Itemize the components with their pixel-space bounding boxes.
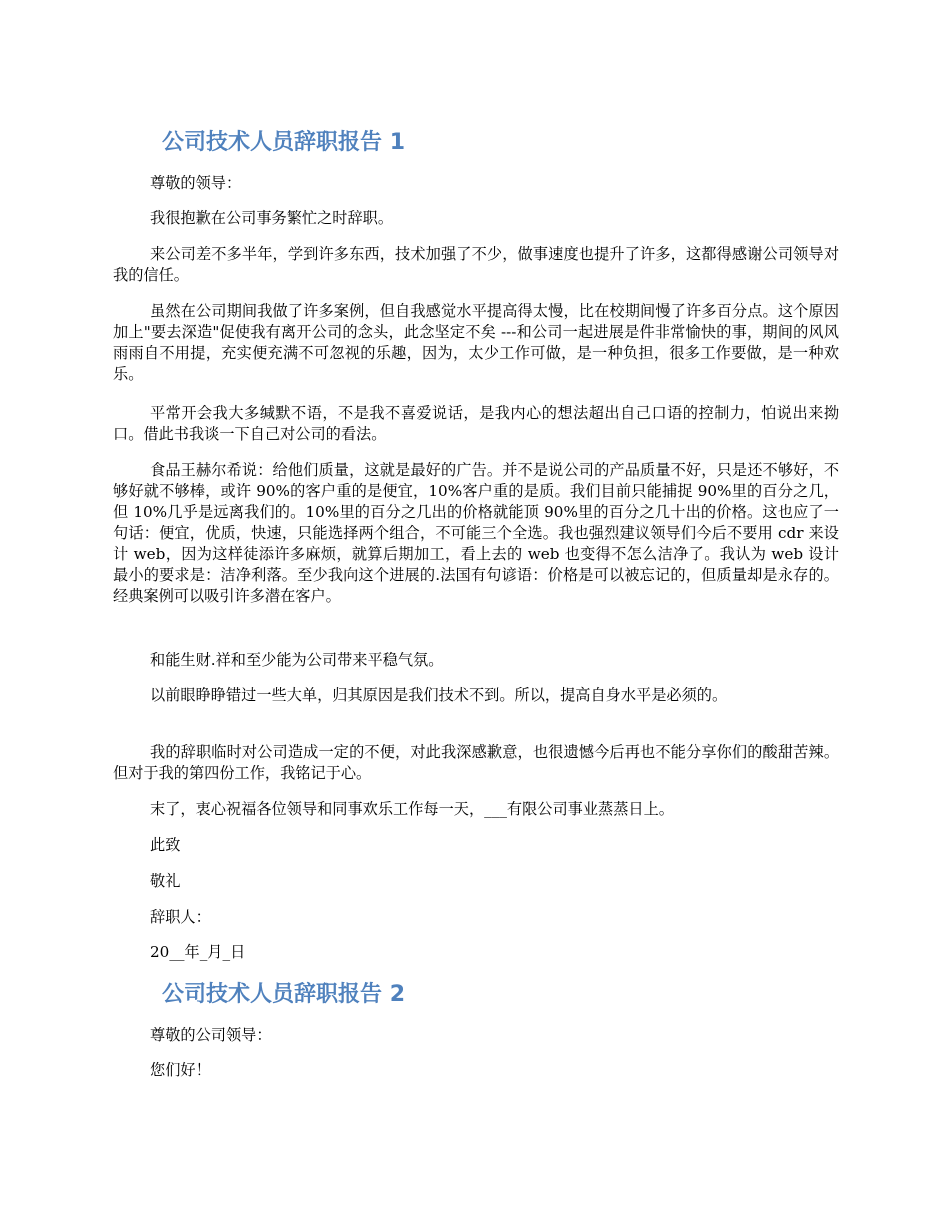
paragraph-1: 我很抱歉在公司事务繁忙之时辞职。 [150, 209, 393, 227]
date-line: 20__年_月_日 [150, 943, 246, 961]
paragraph-3: 虽然在公司期间我做了许多案例，但自我感觉水平提高得太慢，比在校期间慢了许多百分点。这个原因加上"要去深造"促使我有离开公司的念头，此念坚定不矣 ---和公司一起进展是件非常愉快的事，期间的风风雨雨自不用提，充实便充满不可忽视的乐趣，因为，太少工作可做，是一种负担，很多工作要做，是一种欢乐。 [113, 302, 839, 383]
section-2-title [162, 980, 405, 1010]
section-1-title [162, 128, 405, 158]
section-1-title-text: 公司技术人员辞职报告 [162, 130, 383, 155]
paragraph-4: 平常开会我大多缄默不语，不是我不喜爱说话，是我内心的想法超出自己口语的控制力，怕说出来拗口。借此书我谈一下自己对公司的看法。 [113, 404, 839, 443]
paragraph-8: 我的辞职临时对公司造成一定的不便，对此我深感歉意，也很遗憾今后再也不能分享你们的酸甜苦辣。但对于我的第四份工作，我铭记于心。 [113, 743, 839, 782]
closing-1: 此致 [150, 836, 181, 854]
section-1-title-number: 1 [389, 130, 405, 155]
section-2-title-text: 公司技术人员辞职报告 [162, 982, 383, 1007]
salutation-2: 您们好！ [150, 1061, 211, 1079]
paragraph-5: 食品王赫尔希说：给他们质量，这就是最好的广告。并不是说公司的产品质量不好，只是还不够好，不够好就不够棒，或许 90%的客户重的是便宜，10%客户重的是质。我们目前只能捕捉 90%里的百分之几，但 10%几乎是远离我们的。10%里的百分之几出的价格就能顶 90%里的百分之几十出的价格。这也应了一句话：便宜，优质，快速，只能选择两个组合，不可能三个全选。我也强烈建议领导们今后不要用 cdr 来设计 web，因为这样徒添许多麻烦，就算后期加工，看上去的 web 也变得不怎么洁净了。我认为 web 设计最小的要求是：洁净利落。至少我向这个进展的.法国有句谚语：价格是可以被忘记的，但质量却是永存的。经典案例可以吸引许多潜在客户。 [113, 461, 839, 605]
paragraph-9: 末了，衷心祝福各位领导和同事欢乐工作每一天，___有限公司事业蒸蒸日上。 [150, 800, 674, 818]
closing-2: 敬礼 [150, 872, 181, 890]
paragraph-2: 来公司差不多半年，学到许多东西，技术加强了不少，做事速度也提升了许多，这都得感谢公司领导对我的信任。 [113, 245, 839, 284]
greeting-2: 尊敬的公司领导： [150, 1026, 272, 1044]
paragraph-7: 以前眼睁睁错过一些大单，归其原因是我们技术不到。所以，提高自身水平是必须的。 [150, 686, 728, 704]
paragraph-6: 和能生财.祥和至少能为公司带来平稳气氛。 [150, 651, 444, 669]
signer-label: 辞职人： [150, 908, 211, 926]
section-2-title-number: 2 [389, 982, 405, 1007]
greeting-1: 尊敬的领导： [150, 174, 242, 192]
